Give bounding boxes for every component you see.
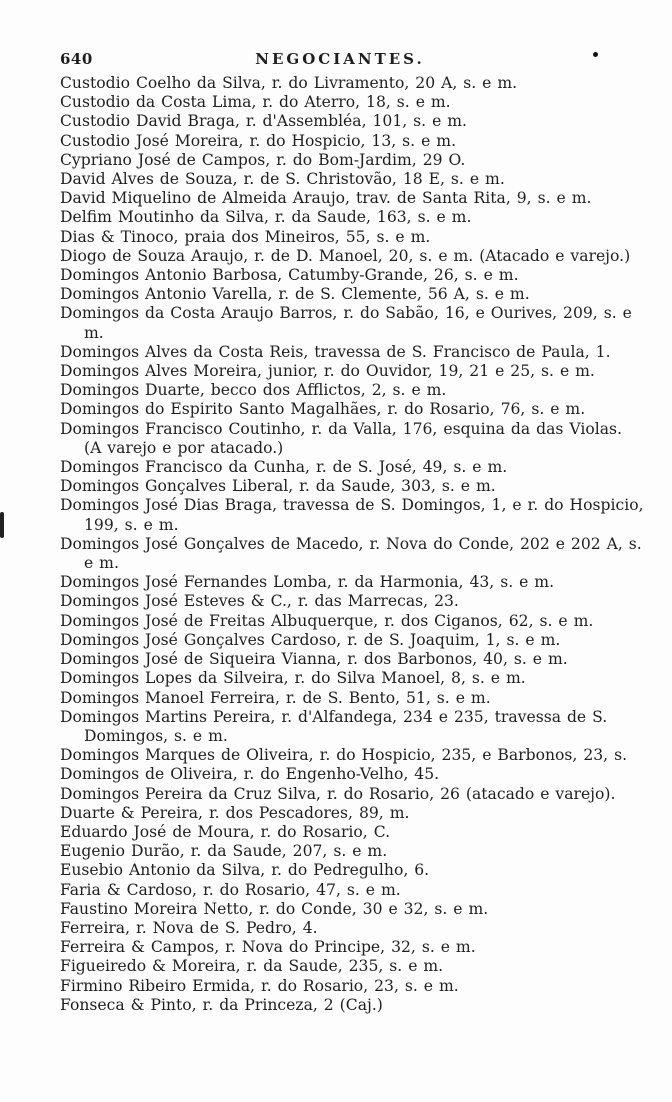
list-item: Fonseca & Pinto, r. da Princeza, 2 (Caj.) <box>60 995 383 1014</box>
list-item: Custodio Coelho da Silva, r. do Livramento, 20 A, s. e m. <box>60 74 518 92</box>
list-item: Domingos da Costa Araujo Barros, r. do Sabão, 16, e Ourives, 209, s. e m. <box>60 304 632 342</box>
list-item: Domingos Alves Moreira, junior, r. do Ouvidor, 19, 21 e 25, s. e m. <box>60 362 595 381</box>
merchant-list <box>60 74 645 1015</box>
list-item: Domingos Francisco da Cunha, r. de S. José, 49, s. e m. <box>60 458 508 477</box>
list-item: Domingos Lopes da Silveira, r. do Silva Manoel, 8, s. e m. <box>60 669 526 688</box>
list-item: Domingos José Gonçalves de Macedo, r. Nova do Conde, 202 e 202 A, s. e m. <box>60 534 642 573</box>
list-item: Diogo de Souza Araujo, r. de D. Manoel, 20, s. e m. (Atacado e varejo.) <box>60 246 631 265</box>
list-item: Domingos José Fernandes Lomba, r. da Harmonia, 43, s. e m. <box>60 573 555 592</box>
list-item: Ferreira, r. Nova de S. Pedro, 4. <box>60 918 318 937</box>
list-item: Domingos José Dias Braga, travessa de S. Domingos, 1, e r. do Hospicio, 199, s. e m. <box>60 496 644 534</box>
section-title: NEGOCIANTES. <box>255 50 425 68</box>
page-header <box>60 50 620 72</box>
list-item: Domingos Gonçalves Liberal, r. da Saude, 303, s. e m. <box>60 477 496 496</box>
list-item: Ferreira & Campos, r. Nova do Principe, 32, s. e m. <box>60 938 476 957</box>
list-item: Figueiredo & Moreira, r. da Saude, 235, s. e m. <box>60 957 444 976</box>
list-item: Cypriano José de Campos, r. do Bom-Jardim, 29 O. <box>60 150 466 169</box>
list-item: Custodio José Moreira, r. do Hospicio, 13, s. e m. <box>60 131 457 150</box>
list-item: David Alves de Souza, r. de S. Christovão, 18 E, s. e m. <box>60 170 505 189</box>
list-item: Domingos Marques de Oliveira, r. do Hospicio, 235, e Barbonos, 23, s. <box>60 746 628 765</box>
page-number: 640 <box>60 50 93 68</box>
list-item: Faria & Cardoso, r. do Rosario, 47, s. e m. <box>60 880 401 899</box>
list-item: Duarte & Pereira, r. dos Pescadores, 89, m. <box>60 803 410 822</box>
list-item: Domingos de Oliveira, r. do Engenho-Velho, 45. <box>60 765 440 784</box>
list-item: Delfim Moutinho da Silva, r. da Saude, 163, s. e m. <box>60 208 472 227</box>
list-item: Domingos José Esteves & C., r. das Marrecas, 23. <box>60 592 459 611</box>
list-item: Domingos Pereira da Cruz Silva, r. do Rosario, 26 (atacado e varejo). <box>60 784 616 803</box>
list-item: Domingos Antonio Varella, r. de S. Clemente, 56 A, s. e m. <box>60 285 530 304</box>
list-item: Domingos do Espirito Santo Magalhães, r. do Rosario, 76, s. e m. <box>60 400 586 419</box>
list-item: Domingos Antonio Barbosa, Catumby-Grande, 26, s. e m. <box>60 266 519 285</box>
list-item: Domingos José de Freitas Albuquerque, r. dos Ciganos, 62, s. e m. <box>60 611 594 630</box>
list-item: Custodio David Braga, r. d'Assembléa, 101, s. e m. <box>60 112 468 131</box>
list-item: Domingos José de Siqueira Vianna, r. dos Barbonos, 40, s. e m. <box>60 650 568 669</box>
ornament-dot <box>593 52 598 57</box>
list-item: Faustino Moreira Netto, r. do Conde, 30 e 32, s. e m. <box>60 899 489 918</box>
list-item: Custodio da Costa Lima, r. do Aterro, 18, s. e m. <box>60 93 451 112</box>
list-item: Domingos Francisco Coutinho, r. da Valla, 176, esquina da das Violas. (A varejo e por atacado.) <box>60 419 622 457</box>
list-item: Domingos Martins Pereira, r. d'Alfandega, 234 e 235, travessa de S. Domingos, s. e m. <box>60 707 608 745</box>
list-item: Domingos José Gonçalves Cardoso, r. de S. Joaquim, 1, s. e m. <box>60 630 561 649</box>
list-item: Firmino Ribeiro Ermida, r. do Rosario, 23, s. e m. <box>60 976 459 995</box>
list-item: Domingos Alves da Costa Reis, travessa de S. Francisco de Paula, 1. <box>60 342 611 361</box>
list-item: Eusebio Antonio da Silva, r. do Pedregulho, 6. <box>60 861 430 880</box>
list-item: David Miquelino de Almeida Araujo, trav. de Santa Rita, 9, s. e m. <box>60 189 592 208</box>
binding-mark <box>0 512 4 538</box>
list-item: Domingos Manoel Ferreira, r. de S. Bento, 51, s. e m. <box>60 688 491 707</box>
list-item: Domingos Duarte, becco dos Afflictos, 2, s. e m. <box>60 381 447 400</box>
list-item: Dias & Tinoco, praia dos Mineiros, 55, s. e m. <box>60 227 431 246</box>
list-item: Eduardo José de Moura, r. do Rosario, C. <box>60 822 391 841</box>
list-item: Eugenio Durão, r. da Saude, 207, s. e m. <box>60 842 388 861</box>
